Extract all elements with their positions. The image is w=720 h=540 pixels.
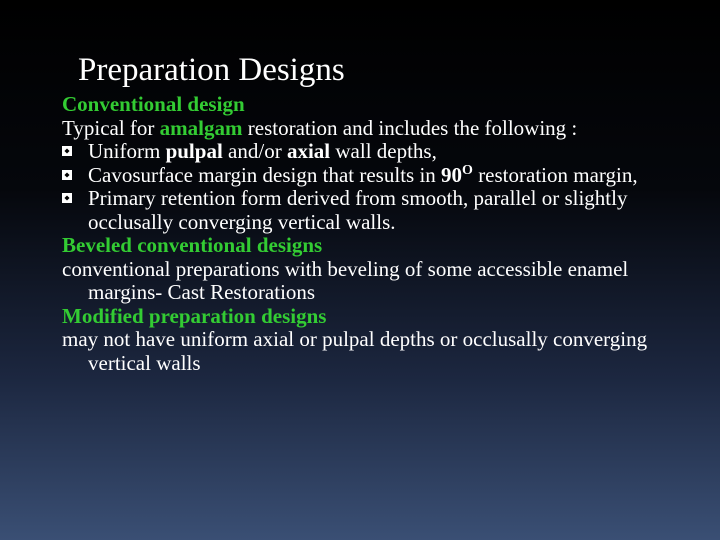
slide-content bbox=[62, 93, 672, 375]
bullet-text-after: wall depths, bbox=[330, 139, 437, 163]
slide-title: Preparation Designs bbox=[78, 52, 345, 88]
bullet-text-mid: and/or bbox=[222, 139, 287, 163]
intro-text-before: Typical for bbox=[62, 115, 160, 140]
keyword-pulpal: pulpal bbox=[165, 139, 223, 163]
section-heading-modified: Modified preparation designs bbox=[62, 303, 327, 328]
bullet-item bbox=[62, 164, 672, 188]
square-bullet-icon bbox=[62, 146, 72, 156]
square-bullet-icon bbox=[62, 170, 72, 180]
section-intro-conventional bbox=[62, 117, 672, 141]
keyword-90: 90 bbox=[441, 162, 463, 187]
section-heading-conventional: Conventional design bbox=[62, 92, 245, 116]
keyword-amalgam: amalgam bbox=[159, 115, 243, 140]
bullet-text-after: restoration margin, bbox=[472, 162, 638, 187]
bullet-text-before: Cavosurface margin design that results in bbox=[88, 162, 442, 187]
bullet-item bbox=[62, 140, 672, 164]
section-text-modified: may not have uniform axial or pulpal depths or occlusally converging vertical walls bbox=[62, 327, 648, 375]
bullet-text-before: Uniform bbox=[88, 139, 166, 163]
bullet-item bbox=[62, 187, 672, 234]
degree-superscript: O bbox=[462, 162, 473, 178]
section-heading-beveled: Beveled conventional designs bbox=[62, 233, 323, 257]
keyword-axial: axial bbox=[286, 139, 331, 163]
bullet-text: Primary retention form derived from smooth, parallel or slightly occlusally converging vertical walls. bbox=[88, 186, 628, 234]
square-bullet-icon bbox=[62, 193, 72, 203]
section-text-beveled: conventional preparations with beveling of some accessible enamel margins- Cast Restorations bbox=[62, 256, 629, 304]
intro-text-after: restoration and includes the following : bbox=[242, 115, 578, 140]
